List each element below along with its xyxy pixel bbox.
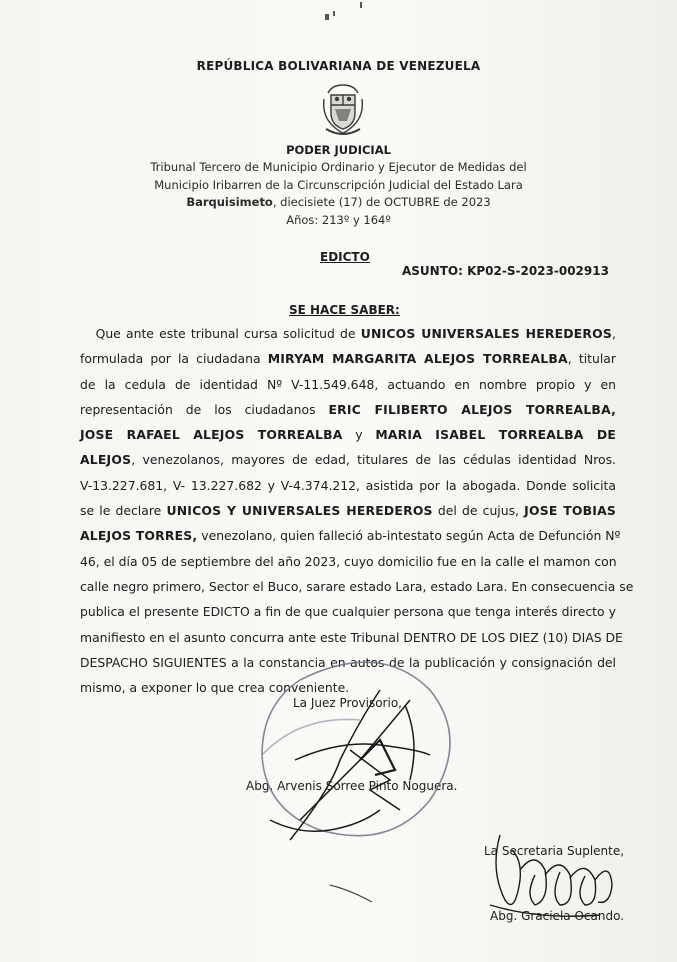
city-name: Barquisimeto (186, 195, 273, 209)
republic-heading: REPÚBLICA BOLIVARIANA DE VENEZUELA (196, 59, 481, 73)
body-line: mismo, a exponer lo que crea conveniente. (80, 680, 350, 696)
body-line: V-13.227.681, V- 13.227.682 y V-4.374.212, asistida por la abogada. Donde solicita (80, 477, 616, 493)
secretary-name: Abg. Graciela Ocando. (490, 909, 625, 923)
case-subject: ASUNTO: KP02-S-2023-002913 (402, 264, 609, 278)
top-marks (325, 2, 362, 20)
body-line: de la cedula de identidad Nº V-11.549.648, actuando en nombre propio y en (80, 376, 616, 392)
date-line (0, 194, 677, 212)
years-line: Años: 213º y 164º (286, 212, 391, 227)
body-line: publica el presente EDICTO a fin de que cualquier persona que tenga interés directo y (80, 604, 616, 620)
body-line: ALEJOS TORRES, venezolano, quien falleció ab-intestato según Acta de Defunción Nº (80, 528, 621, 544)
body-line: 46, el día 05 de septiembre del año 2023, cuyo domicilio fue en la calle el mamon con (80, 553, 617, 569)
secretary-label: La Secretaria Suplente, (484, 844, 625, 858)
judge-label: La Juez Provisorio, (293, 696, 402, 710)
body-line: representación de los ciudadanos ERIC FILIBERTO ALEJOS TORREALBA, (80, 401, 617, 417)
body-line: DESPACHO SIGUIENTES a la constancia en autos de la publicación y consignación del (80, 654, 616, 670)
notice-body (80, 321, 634, 700)
judicial-power-heading: PODER JUDICIAL (286, 143, 391, 157)
body-line: ALEJOS, venezolanos, mayores de edad, titulares de las cédulas identidad Nros. (80, 452, 616, 468)
body-line: se le declare UNICOS Y UNIVERSALES HEREDEROS del de cujus, JOSE TOBIAS (80, 503, 616, 519)
venezuela-coat-of-arms-icon (318, 81, 368, 137)
stray-stroke (330, 885, 372, 902)
court-header (0, 159, 677, 229)
court-name-line2: Municipio Iribarren de la Circunscripción Judicial del Estado Lara (154, 177, 523, 192)
body-line: calle negro primero, Sector el Buco, sarare estado Lara, estado Lara. En consecuencia se (80, 578, 634, 594)
body-line: formulada por la ciudadana MIRYAM MARGARITA ALEJOS TORREALBA, titular (80, 351, 616, 367)
date-text: , diecisiete (17) de OCTUBRE de 2023 (272, 195, 491, 209)
court-name-line1: Tribunal Tercero de Municipio Ordinario y Ejecutor de Medidas del (150, 160, 527, 174)
notice-heading: SE HACE SABER: (289, 303, 400, 317)
document-title: EDICTO (320, 250, 370, 264)
body-line: Que ante este tribunal cursa solicitud de UNICOS UNIVERSALES HEREDEROS, (95, 326, 616, 341)
judge-name: Abg. Arvenis Sorree Pinto Noguera. (246, 779, 458, 793)
judge-signature (270, 690, 430, 840)
body-line: manifiesto en el asunto concurra ante este Tribunal DENTRO DE LOS DIEZ (10) DIAS DE (80, 629, 623, 645)
body-line: JOSE RAFAEL ALEJOS TORREALBA y MARIA ISABEL TORREALBA DE (80, 427, 617, 443)
